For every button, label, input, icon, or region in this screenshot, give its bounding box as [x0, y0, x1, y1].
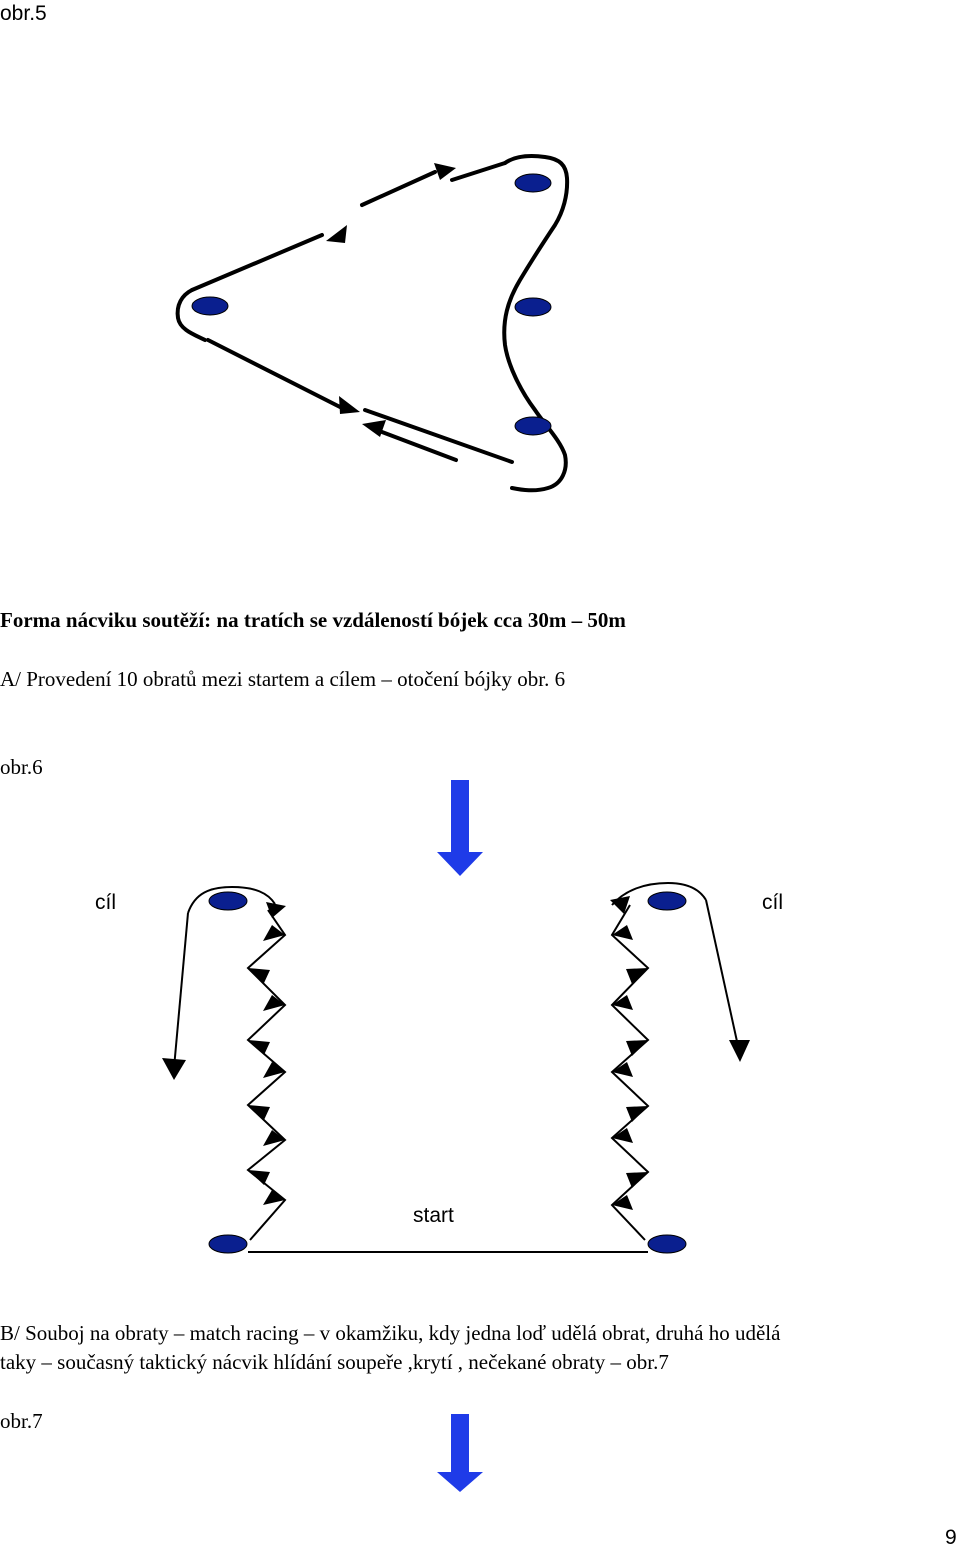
buoy-icon	[209, 1235, 247, 1253]
course-line-upper	[192, 235, 322, 290]
right-tacking-path	[612, 905, 648, 1240]
course-arrow-icon	[610, 896, 630, 914]
buoy-icon	[209, 892, 247, 910]
course-arrow-icon	[612, 1128, 633, 1143]
right-return-leg	[706, 900, 738, 1046]
course-arrow-icon	[612, 995, 633, 1010]
buoy-icon	[648, 1235, 686, 1253]
course-arrow-icon	[626, 1172, 648, 1188]
course-arrow-icon	[339, 396, 360, 414]
wind-arrow-icon	[437, 780, 483, 876]
start-label: start	[413, 1204, 454, 1227]
course-arrow-icon	[626, 1040, 648, 1056]
buoy-icon	[648, 892, 686, 910]
course-arrow-icon	[626, 1106, 648, 1122]
left-finish-label: cíl	[95, 891, 116, 914]
right-rounding-path	[612, 883, 706, 905]
section-title: Forma nácviku soutěží: na tratích se vzdáleností bójek cca 30m – 50m	[0, 608, 626, 632]
course-line-upper-return	[362, 172, 435, 205]
buoy-icon	[515, 174, 551, 192]
course-arrow-icon	[362, 420, 386, 437]
course-arrow-icon	[263, 1130, 285, 1146]
figure-7-label: obr.7	[0, 1409, 43, 1433]
page-number: 9	[945, 1526, 957, 1549]
course-arrow-icon	[248, 1170, 270, 1185]
item-b-line2: taky – současný taktický nácvik hlídání soupeře ,krytí , nečekané obraty – obr.7	[0, 1350, 669, 1374]
course-arrow-icon	[434, 163, 456, 180]
course-arrow-icon	[612, 925, 633, 940]
buoy-icon	[515, 417, 551, 435]
course-arrow-icon	[729, 1040, 750, 1062]
buoy-icon	[515, 298, 551, 316]
course-path-left	[178, 290, 205, 340]
wind-arrow-icon	[437, 1414, 483, 1492]
item-a-text: A/ Provedení 10 obratů mezi startem a cílem – otočení bójky obr. 6	[0, 667, 566, 691]
right-finish-label: cíl	[762, 891, 783, 914]
buoy-icon	[192, 297, 228, 315]
item-b-line1: B/ Souboj na obraty – match racing – v okamžiku, kdy jedna loď udělá obrat, druhá ho udělá	[0, 1321, 781, 1345]
course-path-right	[504, 156, 567, 490]
left-return-leg	[174, 913, 188, 1068]
course-arrow-icon	[248, 1040, 270, 1055]
course-arrow-icon	[612, 1062, 633, 1077]
course-arrow-icon	[248, 968, 270, 983]
left-rounding-path	[188, 887, 275, 913]
course-line-lower	[208, 340, 342, 408]
left-tacking-path	[248, 910, 285, 1240]
course-arrow-icon	[326, 225, 347, 243]
course-line-top	[452, 163, 505, 180]
course-arrow-icon	[248, 1105, 270, 1120]
course-arrow-icon	[263, 1062, 285, 1078]
course-arrow-icon	[263, 1190, 285, 1205]
course-arrow-icon	[266, 902, 286, 918]
course-arrow-icon	[612, 1195, 633, 1210]
course-arrow-icon	[263, 925, 285, 941]
figure-5-diagram	[0, 0, 960, 560]
course-arrow-icon	[626, 968, 648, 984]
figure-6-label: obr.6	[0, 755, 43, 779]
course-arrow-icon	[263, 995, 285, 1011]
figure-5-label: obr.5	[0, 2, 47, 25]
course-arrow-icon	[162, 1058, 186, 1080]
